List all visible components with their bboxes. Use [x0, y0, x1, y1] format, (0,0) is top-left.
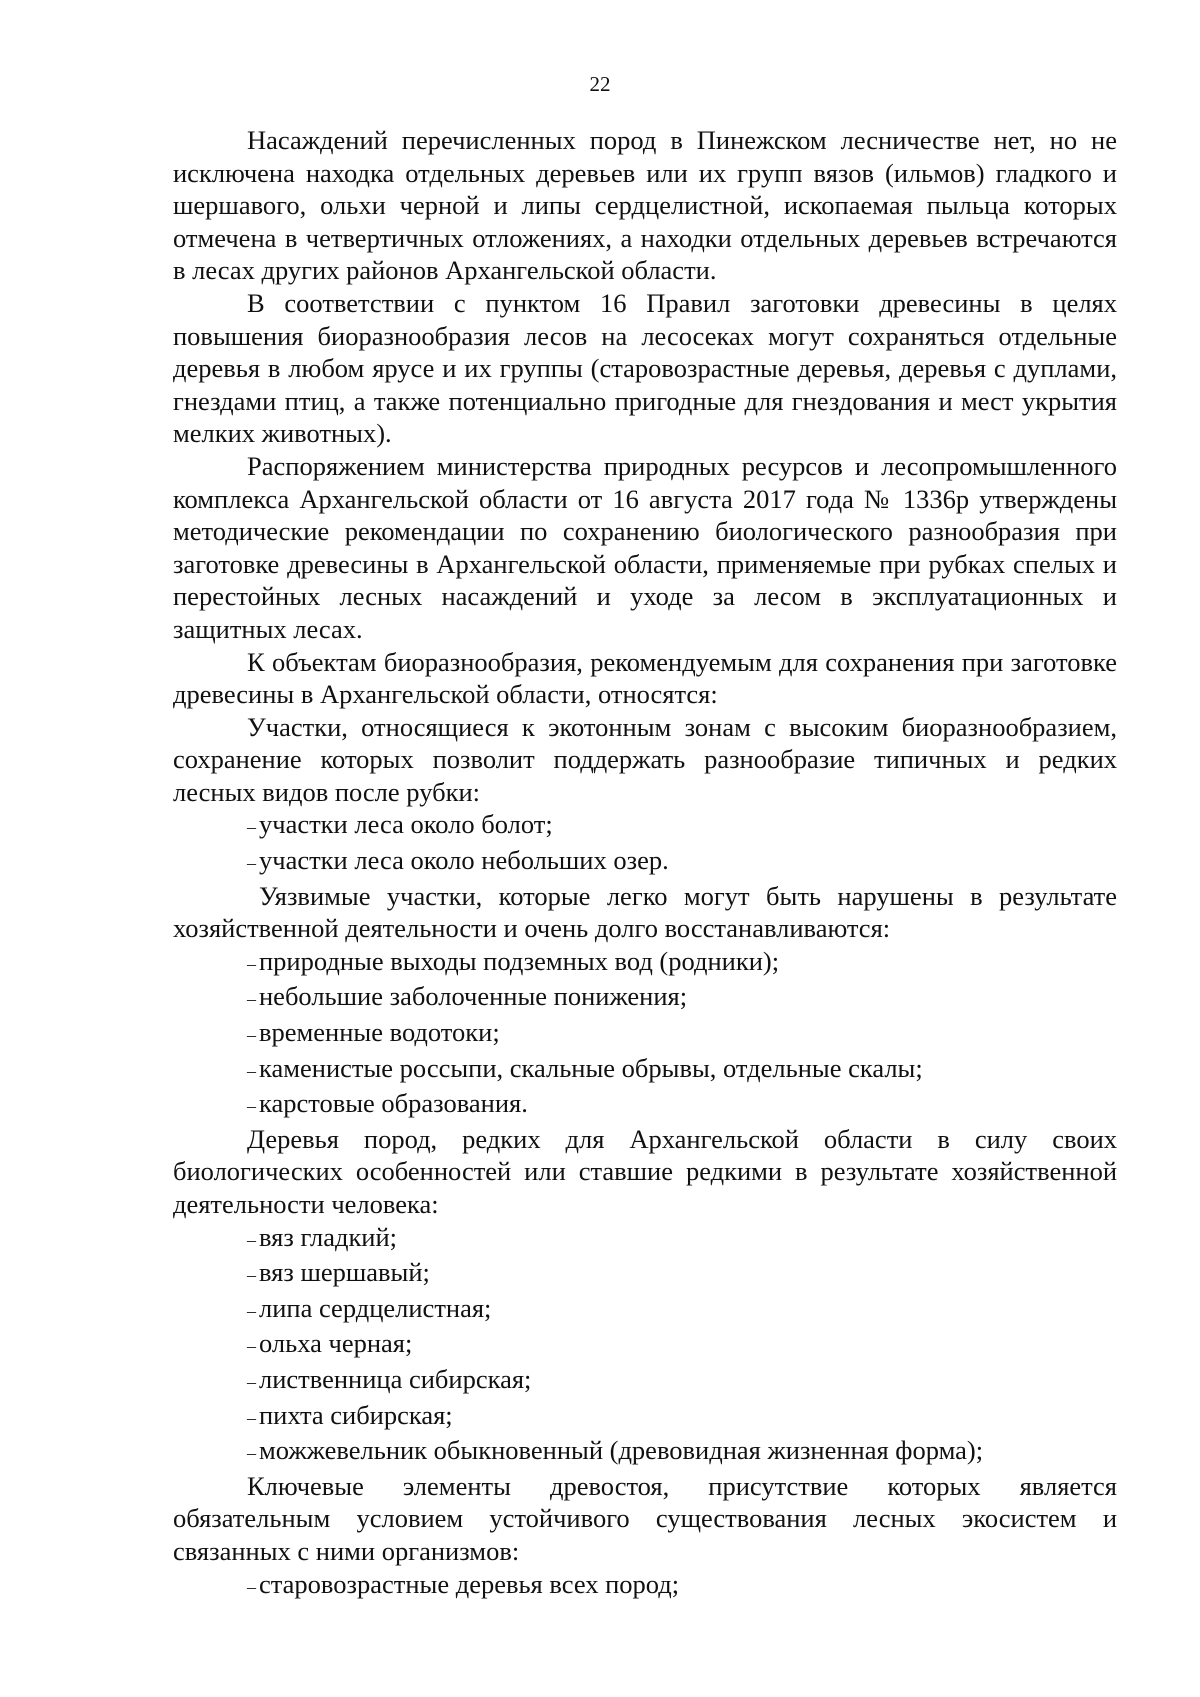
- paragraph: Ключевые элементы древостоя, присутствие которых является обязательным условием устойчивого существования лесных экосистем и связанных с ними организмов:: [173, 1470, 1117, 1566]
- list-item-text: лиственница сибирская;: [259, 1363, 532, 1394]
- list-item-text: карстовые образования.: [259, 1088, 528, 1119]
- paragraph: Участки, относящиеся к экотонным зонам с высоким биоразнообразием, сохранение которых позволит поддержать разнообразие типичных и редких лесных видов после рубки:: [173, 711, 1117, 807]
- list-item: [173, 1327, 1117, 1363]
- list-item-text: пихта сибирская;: [259, 1399, 453, 1430]
- list-item-text: каменистые россыпи, скальные обрывы, отдельные скалы;: [259, 1052, 923, 1083]
- list-item-text: природные выходы подземных вод (родники);: [259, 945, 780, 976]
- paragraph: В соответствии с пунктом 16 Правил заготовки древесины в целях повышения биоразнообразия лесов на лесосеках могут сохраняться отдельные деревья в любом ярусе и их группы (старовозрастные деревья, деревья с дуплами, гнездами птиц, а также потенциально пригодные для гнездования и мест укрытия мелких животных).: [173, 287, 1117, 449]
- dash-bullet: –: [247, 1576, 256, 1597]
- dash-bullet: –: [247, 817, 256, 838]
- dash-bullet: –: [247, 1371, 256, 1392]
- list-item: [173, 1016, 1117, 1052]
- dash-bullet: –: [247, 1060, 256, 1081]
- list-item-text: участки леса около небольших озер.: [259, 845, 669, 876]
- list-item: [173, 1363, 1117, 1399]
- list-item: [173, 1434, 1117, 1470]
- paragraph: Насаждений перечисленных пород в Пинежском лесничестве нет, но не исключена находка отдельных деревьев или их групп вязов (ильмов) гладкого и шершавого, ольхи черной и липы сердцелистной, ископаемая пыльца которых отмечена в четвертичных отложениях, а находки отдельных деревьев встречаются в лесах других районов Архангельской области.: [173, 125, 1117, 286]
- paragraph: Уязвимые участки, которые легко могут быть нарушены в результате хозяйственной деятельности и очень долго восстанавливаются:: [173, 880, 1117, 944]
- list-item: [173, 1052, 1117, 1088]
- dash-bullet: –: [247, 1025, 256, 1046]
- paragraph: К объектам биоразнообразия, рекомендуемым для сохранения при заготовке древесины в Архангельской области, относятся:: [173, 646, 1117, 710]
- list-item: [173, 980, 1117, 1016]
- list-item: [173, 1087, 1117, 1123]
- page-number: 22: [589, 72, 611, 96]
- list-item: [173, 808, 1117, 844]
- list-item: [173, 1256, 1117, 1292]
- paragraph: Распоряжением министерства природных ресурсов и лесопромышленного комплекса Архангельской области от 16 августа 2017 года № 1336р утверждены методические рекомендации по сохранению биологического разнообразия при заготовке древесины в Архангельской области, применяемые при рубках спелых и перестойных лесных насаждений и уходе за лесом в эксплуатационных и защитных лесах.: [173, 450, 1117, 644]
- list-item: [173, 1568, 1117, 1604]
- list-item-text: старовозрастные деревья всех пород;: [259, 1568, 680, 1599]
- list-item-text: можжевельник обыкновенный (древовидная жизненная форма);: [259, 1435, 984, 1466]
- dash-bullet: –: [247, 1443, 256, 1464]
- dash-bullet: –: [247, 1407, 256, 1428]
- dash-bullet: –: [247, 953, 256, 974]
- list-item: [173, 945, 1117, 981]
- list-item-text: временные водотоки;: [259, 1017, 500, 1048]
- list-item-text: липа сердцелистная;: [259, 1292, 492, 1323]
- dash-bullet: –: [247, 1096, 256, 1117]
- dash-bullet: –: [247, 853, 256, 874]
- dash-bullet: –: [247, 1336, 256, 1357]
- list-item: [173, 1292, 1117, 1328]
- paragraph: Деревья пород, редких для Архангельской области в силу своих биологических особенностей или ставшие редкими в результате хозяйственной деятельности человека:: [173, 1123, 1117, 1219]
- dash-bullet: –: [247, 989, 256, 1010]
- list-item-text: вяз шершавый;: [259, 1257, 430, 1288]
- dash-bullet: –: [247, 1300, 256, 1321]
- document-body: [173, 124, 1117, 1603]
- list-item-text: участки леса около болот;: [259, 809, 553, 840]
- list-item-text: вяз гладкий;: [259, 1221, 398, 1252]
- dash-bullet: –: [247, 1265, 256, 1286]
- list-item: [173, 844, 1117, 880]
- list-item-text: ольха черная;: [259, 1328, 413, 1359]
- list-item: [173, 1221, 1117, 1257]
- dash-bullet: –: [247, 1229, 256, 1250]
- list-item: [173, 1399, 1117, 1435]
- list-item-text: небольшие заболоченные понижения;: [259, 981, 688, 1012]
